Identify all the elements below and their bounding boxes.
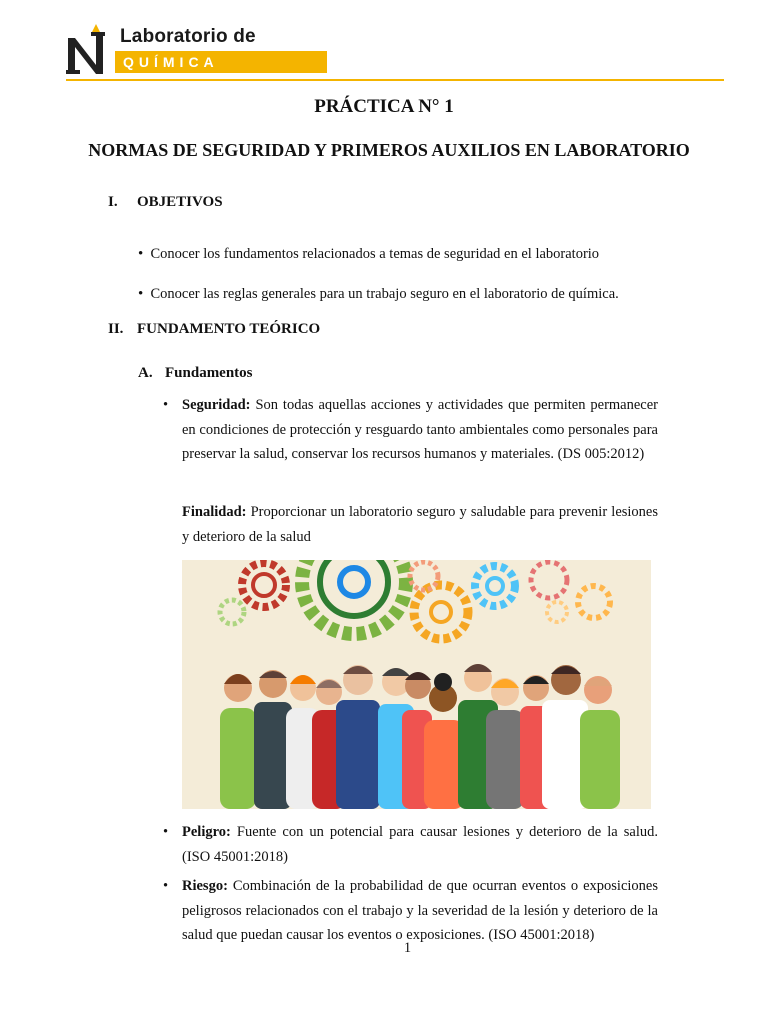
bullet-icon: • — [163, 878, 169, 894]
list-item — [138, 282, 718, 307]
subsection-letter: A. — [138, 365, 153, 381]
subsection-heading-fundamentos — [138, 365, 253, 382]
header-rule — [66, 79, 724, 81]
objective-text: Conocer las reglas generales para un trabajo seguro en el laboratorio de química. — [150, 286, 619, 302]
people-group-icon — [220, 664, 620, 809]
page-number: 1 — [403, 940, 412, 956]
definition-text: Son todas aquellas acciones y actividades que permiten permanecer en condiciones de protección y resguardo tanto ambientales como personales para preservar la salud, conservar los recursos humanos y materiales. (DS 005:2012) — [182, 397, 659, 462]
subsection-title: Fundamentos — [165, 365, 253, 381]
list-item — [138, 242, 698, 267]
definition-text: Combinación de la probabilidad de que ocurran eventos o exposiciones peligrosos relacionados con el trabajo y la severidad de la lesión y deterioro de la salud que puedan causar los eventos o exposiciones. (ISO 45001:2018) — [182, 878, 658, 943]
teamwork-gears-icon — [182, 560, 651, 809]
logo-n-mark-icon — [66, 22, 110, 76]
section-number: II. — [108, 321, 124, 337]
definition-term: Finalidad: — [182, 504, 247, 520]
logo-title: Laboratorio de — [120, 26, 256, 47]
teamwork-gears-illustration — [182, 560, 651, 809]
section-heading-objetivos — [108, 194, 223, 211]
bullet-icon: • — [163, 397, 169, 413]
lab-logo — [66, 16, 266, 76]
definition-riesgo — [182, 874, 658, 948]
logo-subtitle-band: QUÍMICA — [115, 51, 327, 73]
section-title: OBJETIVOS — [137, 194, 223, 210]
definition-peligro — [182, 820, 658, 869]
definition-seguridad — [182, 393, 658, 467]
section-title: FUNDAMENTO TEÓRICO — [137, 321, 321, 337]
objective-text: Conocer los fundamentos relacionados a temas de seguridad en el laboratorio — [150, 246, 600, 262]
definition-term: Riesgo: — [182, 878, 228, 894]
page-title: PRÁCTICA N° 1 — [314, 96, 454, 117]
definition-finalidad — [182, 500, 658, 549]
bullet-icon: • — [163, 824, 169, 840]
section-heading-fundamento — [108, 321, 320, 338]
section-number: I. — [108, 194, 118, 210]
page-subtitle: NORMAS DE SEGURIDAD Y PRIMEROS AUXILIOS EN LABORATORIO — [88, 140, 690, 160]
definition-text: Proporcionar un laboratorio seguro y saludable para prevenir lesiones y deterioro de la salud — [182, 504, 659, 545]
definition-text: Fuente con un potencial para causar lesiones y deterioro de la salud. (ISO 45001:2018) — [182, 824, 658, 865]
definition-term: Seguridad: — [182, 397, 251, 413]
bullet-icon: • — [138, 246, 144, 262]
definition-term: Peligro: — [182, 824, 231, 840]
bullet-icon: • — [138, 286, 144, 302]
